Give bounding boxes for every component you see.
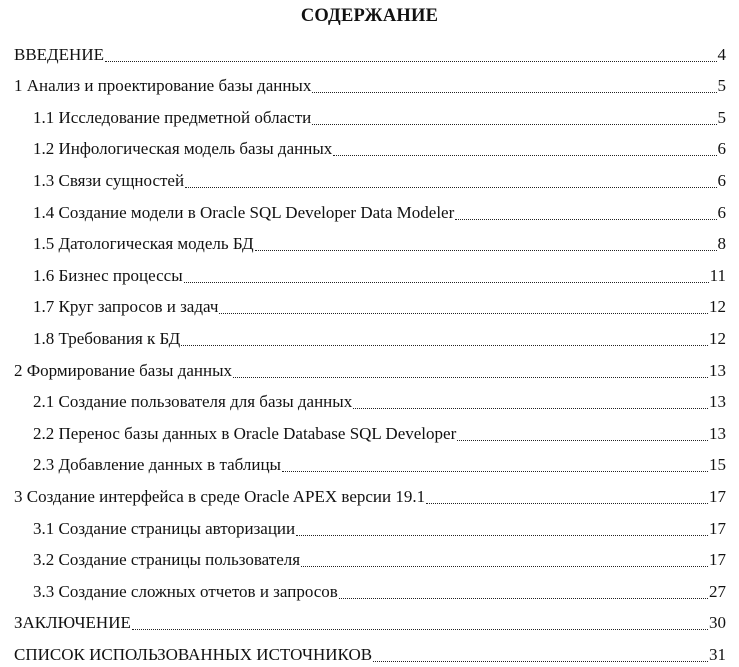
toc-entry[interactable] bbox=[0, 604, 739, 636]
toc-entry-label: 3.1 Создание страницы авторизации bbox=[33, 518, 296, 538]
toc-entry-page: 8 bbox=[717, 234, 726, 254]
toc-entry[interactable] bbox=[0, 256, 739, 288]
toc-entry-label: 2.1 Создание пользователя для базы данных bbox=[33, 392, 353, 412]
toc-entry[interactable] bbox=[0, 288, 739, 320]
dot-leader bbox=[233, 361, 708, 383]
toc-entry-label: 1.8 Требования к БД bbox=[33, 328, 181, 348]
toc-entry[interactable] bbox=[0, 509, 739, 541]
toc-entry-page: 13 bbox=[709, 423, 726, 443]
toc-entry[interactable] bbox=[0, 319, 739, 351]
toc-entry-label: 3.3 Создание сложных отчетов и запросов bbox=[33, 581, 338, 601]
toc-entry-label: 1.2 Инфологическая модель базы данных bbox=[33, 139, 333, 159]
toc-entry[interactable] bbox=[0, 193, 739, 225]
dot-leader bbox=[219, 297, 708, 319]
toc-entry-page: 6 bbox=[717, 170, 726, 190]
dot-leader bbox=[455, 203, 716, 225]
dot-leader bbox=[457, 424, 708, 446]
dot-leader bbox=[339, 582, 708, 604]
toc-entry-page: 6 bbox=[717, 139, 726, 159]
dot-leader bbox=[301, 550, 708, 572]
toc-entry[interactable] bbox=[0, 161, 739, 193]
toc-entry-label: ЗАКЛЮЧЕНИЕ bbox=[14, 613, 131, 633]
toc-entry-page: 30 bbox=[709, 613, 726, 633]
toc-entry[interactable] bbox=[0, 446, 739, 478]
toc-entry[interactable] bbox=[0, 541, 739, 573]
toc-entry-label: 1.5 Датологическая модель БД bbox=[33, 234, 254, 254]
toc-entry[interactable] bbox=[0, 98, 739, 130]
toc-entry-page: 13 bbox=[709, 360, 726, 380]
dot-leader bbox=[185, 171, 716, 193]
toc-entry[interactable] bbox=[0, 383, 739, 415]
dot-leader bbox=[282, 455, 708, 477]
toc-entry-label: 1.7 Круг запросов и задач bbox=[33, 297, 219, 317]
dot-leader bbox=[353, 392, 708, 414]
toc-entry-page: 17 bbox=[709, 518, 726, 538]
toc-entry-label: 1.4 Создание модели в Oracle SQL Developer Data Modeler bbox=[33, 202, 455, 222]
toc-entry-page: 15 bbox=[709, 455, 726, 475]
page-title: СОДЕРЖАНИЕ bbox=[300, 6, 439, 26]
toc-entry-page: 12 bbox=[709, 328, 726, 348]
dot-leader bbox=[255, 234, 717, 256]
dot-leader bbox=[312, 76, 716, 98]
toc-entry[interactable] bbox=[0, 635, 739, 667]
toc-entry-label: 3.2 Создание страницы пользователя bbox=[33, 550, 301, 570]
table-of-contents bbox=[0, 35, 739, 667]
toc-entry-label: 1.6 Бизнес процессы bbox=[33, 265, 183, 285]
toc-entry[interactable] bbox=[0, 35, 739, 67]
toc-entry[interactable] bbox=[0, 477, 739, 509]
dot-leader bbox=[184, 266, 709, 288]
dot-leader bbox=[181, 329, 708, 351]
dot-leader bbox=[333, 139, 716, 161]
toc-entry[interactable] bbox=[0, 572, 739, 604]
toc-entry-page: 11 bbox=[709, 265, 726, 285]
toc-entry-label: 1.1 Исследование предметной области bbox=[33, 107, 312, 127]
dot-leader bbox=[426, 487, 708, 509]
dot-leader bbox=[296, 519, 708, 541]
toc-entry-page: 31 bbox=[709, 644, 726, 664]
toc-entry-page: 6 bbox=[717, 202, 726, 222]
toc-entry[interactable] bbox=[0, 67, 739, 99]
toc-entry-label: 3 Создание интерфейса в среде Oracle APEX версии 19.1 bbox=[14, 486, 426, 506]
toc-entry-page: 17 bbox=[709, 486, 726, 506]
toc-entry-page: 5 bbox=[717, 107, 726, 127]
toc-entry-label: 1.3 Связи сущностей bbox=[33, 170, 185, 190]
toc-entry-page: 17 bbox=[709, 550, 726, 570]
toc-entry-label: 1 Анализ и проектирование базы данных bbox=[14, 76, 312, 96]
toc-entry-page: 12 bbox=[709, 297, 726, 317]
dot-leader bbox=[312, 108, 716, 130]
toc-entry-page: 27 bbox=[709, 581, 726, 601]
dot-leader bbox=[105, 45, 717, 67]
toc-entry[interactable] bbox=[0, 130, 739, 162]
toc-entry-label: СПИСОК ИСПОЛЬЗОВАННЫХ ИСТОЧНИКОВ bbox=[14, 644, 373, 664]
toc-entry-label: 2.3 Добавление данных в таблицы bbox=[33, 455, 281, 475]
toc-entry-label: 2 Формирование базы данных bbox=[14, 360, 233, 380]
toc-entry[interactable] bbox=[0, 351, 739, 383]
toc-entry-label: ВВЕДЕНИЕ bbox=[14, 44, 104, 64]
toc-entry[interactable] bbox=[0, 225, 739, 257]
toc-entry-page: 5 bbox=[717, 76, 726, 96]
toc-entry[interactable] bbox=[0, 414, 739, 446]
toc-entry-label: 2.2 Перенос базы данных в Oracle Database SQL Developer bbox=[33, 423, 457, 443]
toc-entry-page: 4 bbox=[717, 44, 726, 64]
dot-leader bbox=[132, 613, 708, 635]
toc-entry-page: 13 bbox=[709, 392, 726, 412]
